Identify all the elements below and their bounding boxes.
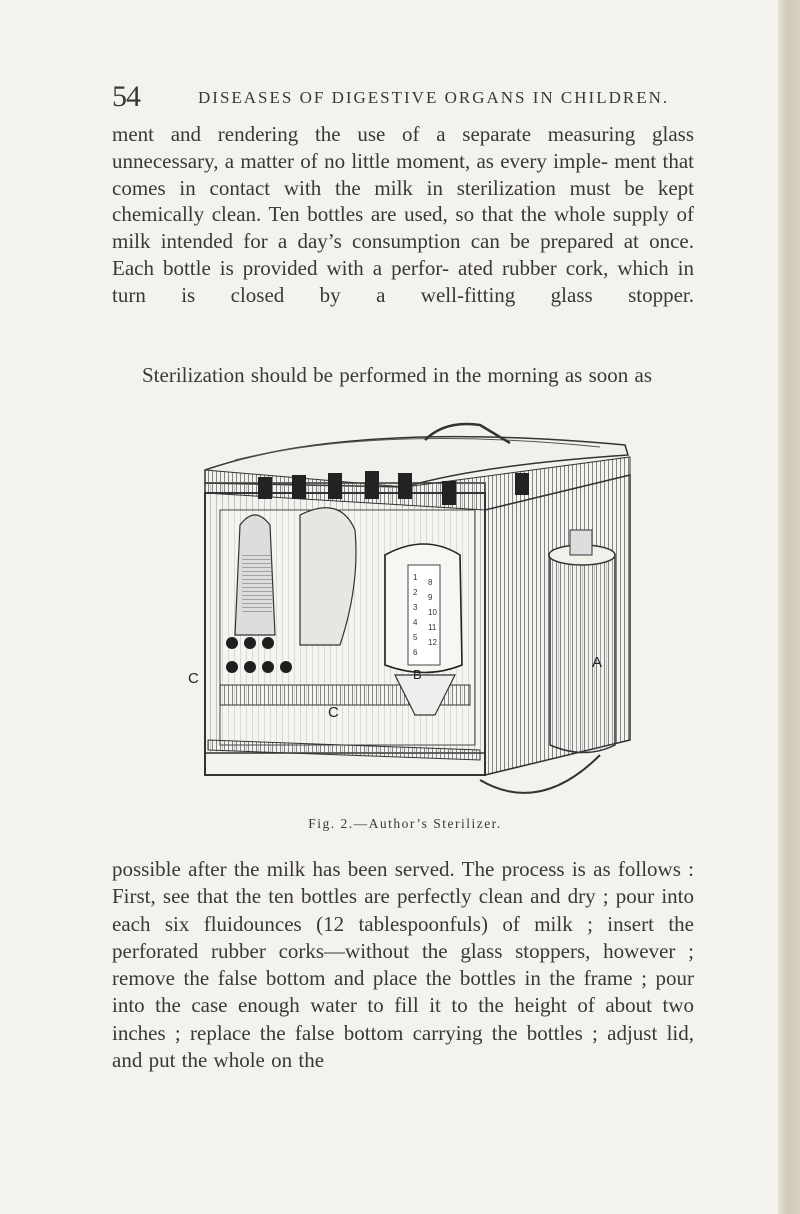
svg-text:11: 11 bbox=[428, 623, 437, 632]
paragraph-1: ment and rendering the use of a separate measuring glass unnecessary, a matter of no little moment, as every imple- ment that comes in contact with the milk in sterilization must be kept chemically clean. Ten bottles are used, so that the whole supply of milk intended for a day’s consumption can be prepared at once. Each bottle is provided with a perfor- ated rubber cork, which in turn is closed by a well-fitting glass stopper. bbox=[112, 122, 694, 307]
svg-text:9: 9 bbox=[428, 593, 433, 602]
svg-text:8: 8 bbox=[428, 578, 433, 587]
page-edge bbox=[778, 0, 800, 1214]
svg-text:10: 10 bbox=[428, 608, 437, 617]
running-head: DISEASES OF DIGESTIVE ORGANS IN CHILDREN. bbox=[198, 88, 670, 107]
page-number: 54 bbox=[112, 80, 140, 113]
svg-text:1: 1 bbox=[413, 573, 418, 582]
svg-text:6: 6 bbox=[413, 648, 418, 657]
page-header bbox=[112, 80, 672, 113]
label-a: A bbox=[592, 654, 603, 671]
svg-text:3: 3 bbox=[413, 603, 418, 612]
paragraph-3: possible after the milk has been served. The process is as follows : First, see that the ten bottles are perfectly clean and dry ; pour into each six fluidounces (12 tablespoonfuls) of milk ; insert the perforated rubber corks—without the glass stoppers, however ; remove the false bottom and place the bottles in the frame ; pour into the case enough water to fill it to the height of about two inches ; replace the false bottom carrying the bottles ; adjust lid, and put the whole on the bbox=[112, 857, 694, 1073]
paragraph-2: Sterilization should be performed in the morning as soon as bbox=[142, 363, 652, 387]
label-b: B bbox=[413, 667, 422, 682]
label-c-bottom: C bbox=[328, 704, 339, 721]
svg-text:2: 2 bbox=[413, 588, 418, 597]
figure-caption: Fig. 2.—Author’s Sterilizer. bbox=[308, 816, 502, 831]
svg-text:5: 5 bbox=[413, 633, 418, 642]
svg-text:12: 12 bbox=[428, 638, 437, 647]
label-c-left: C bbox=[188, 670, 199, 687]
sterilizer-illustration bbox=[180, 415, 640, 805]
svg-text:4: 4 bbox=[413, 618, 418, 627]
